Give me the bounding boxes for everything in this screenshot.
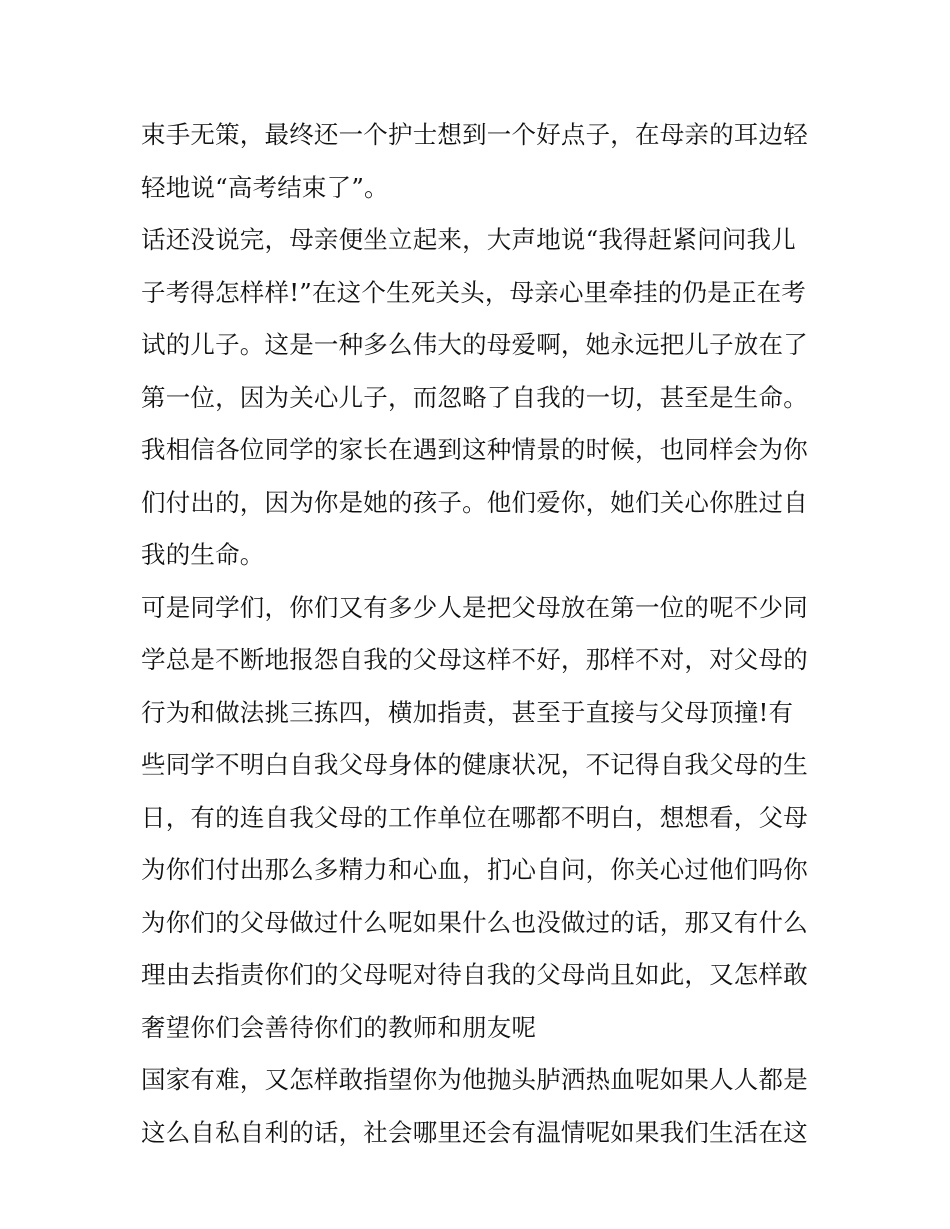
text-line: 束手无策，最终还一个护士想到一个好点子，在母亲的耳边轻 <box>141 120 808 149</box>
text-line: 奢望你们会善待你们的教师和朋友呢 <box>141 1012 537 1042</box>
body-text <box>141 109 821 1159</box>
text-line: 第一位，因为关心儿子，而忽略了自我的一切，甚至是生命。 <box>141 382 808 412</box>
text-line: 试的儿子。这是一种多么伟大的母爱啊，她永远把儿子放在了 <box>141 330 808 359</box>
text-line: 为你们付出那么多精力和心血，扪心自问，你关心过他们吗你 <box>141 855 808 884</box>
text-line: 子考得怎样样!”在这个生死关头，母亲心里牵挂的仍是正在考 <box>141 277 806 307</box>
text-line: 话还没说完，母亲便坐立起来，大声地说“我得赶紧问问我儿 <box>141 225 796 254</box>
text-line: 行为和做法挑三拣四，横加指责，甚至于直接与父母顶撞!有 <box>141 697 794 727</box>
text-line: 日，有的连自我父母的工作单位在哪都不明白，想想看，父母 <box>141 802 808 832</box>
text-line: 这么自私自利的话，社会哪里还会有温情呢如果我们生活在这 <box>141 1117 808 1147</box>
text-line: 我相信各位同学的家长在遇到这种情景的时候，也同样会为你 <box>141 435 808 464</box>
text-line: 轻地说“高考结束了”。 <box>141 172 389 202</box>
text-line: 理由去指责你们的父母呢对待自我的父母尚且如此，又怎样敢 <box>141 960 808 989</box>
text-line: 些同学不明白自我父母身体的健康状况，不记得自我父母的生 <box>141 750 808 779</box>
text-line: 学总是不断地报怨自我的父母这样不好，那样不对，对父母的 <box>141 645 808 674</box>
text-line: 国家有难，又怎样敢指望你为他抛头胪洒热血呢如果人人都是 <box>141 1065 808 1094</box>
text-line: 们付出的，因为你是她的孩子。他们爱你，她们关心你胜过自 <box>141 487 808 517</box>
text-line: 我的生命。 <box>141 540 265 569</box>
text-line: 可是同学们，你们又有多少人是把父母放在第一位的呢不少同 <box>141 592 808 622</box>
text-line: 为你们的父母做过什么呢如果什么也没做过的话，那又有什么 <box>141 907 808 937</box>
